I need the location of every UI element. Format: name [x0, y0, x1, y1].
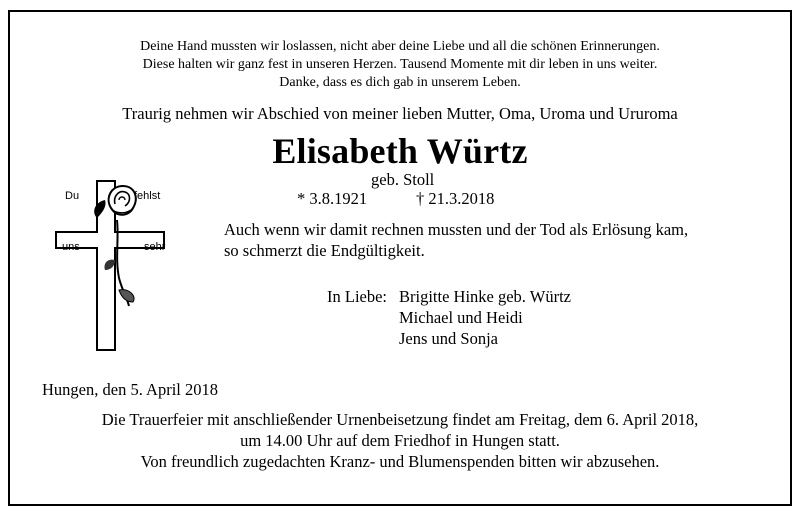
mourner-name: Jens und Sonja	[399, 329, 498, 348]
poem-line: Danke, dass es dich gab in unserem Leben.	[279, 75, 521, 90]
cross-text-bottom-right: sehr	[144, 241, 166, 253]
rose-icon	[109, 186, 136, 215]
footer-line: um 14.00 Uhr auf dem Friedhof in Hungen statt.	[240, 431, 560, 450]
poem-line: Diese halten wir ganz fest in unseren Herzen. Tausend Momente mit dir leben in uns weiter.	[142, 57, 658, 72]
poem	[0, 38, 800, 92]
place-date: Hungen, den 5. April 2018	[42, 380, 218, 399]
birth-date: * 3.8.1921	[297, 189, 368, 208]
deceased-name: Elisabeth Würtz	[272, 131, 528, 171]
cross-text-top-left: Du	[65, 190, 80, 202]
mourner-name: Michael und Heidi	[399, 308, 523, 327]
mourners-label: In Liebe:	[327, 287, 388, 306]
footer-line: Von freundlich zugedachten Kranz- und Blumenspenden bitten wir abzusehen.	[140, 452, 660, 471]
cross-text-bottom-left: uns	[62, 241, 80, 253]
mourners-list	[399, 286, 571, 349]
message-line: so schmerzt die Endgültigkeit.	[224, 241, 425, 260]
poem-line: Deine Hand mussten wir loslassen, nicht aber deine Liebe und all die schönen Erinnerungen.	[140, 39, 660, 54]
message	[224, 219, 688, 261]
message-line: Auch wenn wir damit rechnen mussten und der Tod als Erlösung kam,	[224, 220, 689, 239]
death-date: † 21.3.2018	[416, 189, 495, 208]
cross-text-top-right: fehlst	[134, 190, 161, 202]
cross-icon	[55, 178, 175, 358]
service-info	[0, 409, 800, 472]
cross-with-rose	[55, 178, 175, 358]
intro-line: Traurig nehmen wir Abschied von meiner lieben Mutter, Oma, Uroma und Ururoma	[122, 104, 678, 123]
maiden-name: geb. Stoll	[371, 170, 435, 189]
mourner-name: Brigitte Hinke geb. Würtz	[399, 287, 571, 306]
footer-line: Die Trauerfeier mit anschließender Urnenbeisetzung findet am Freitag, dem 6. April 2018,	[101, 410, 699, 429]
